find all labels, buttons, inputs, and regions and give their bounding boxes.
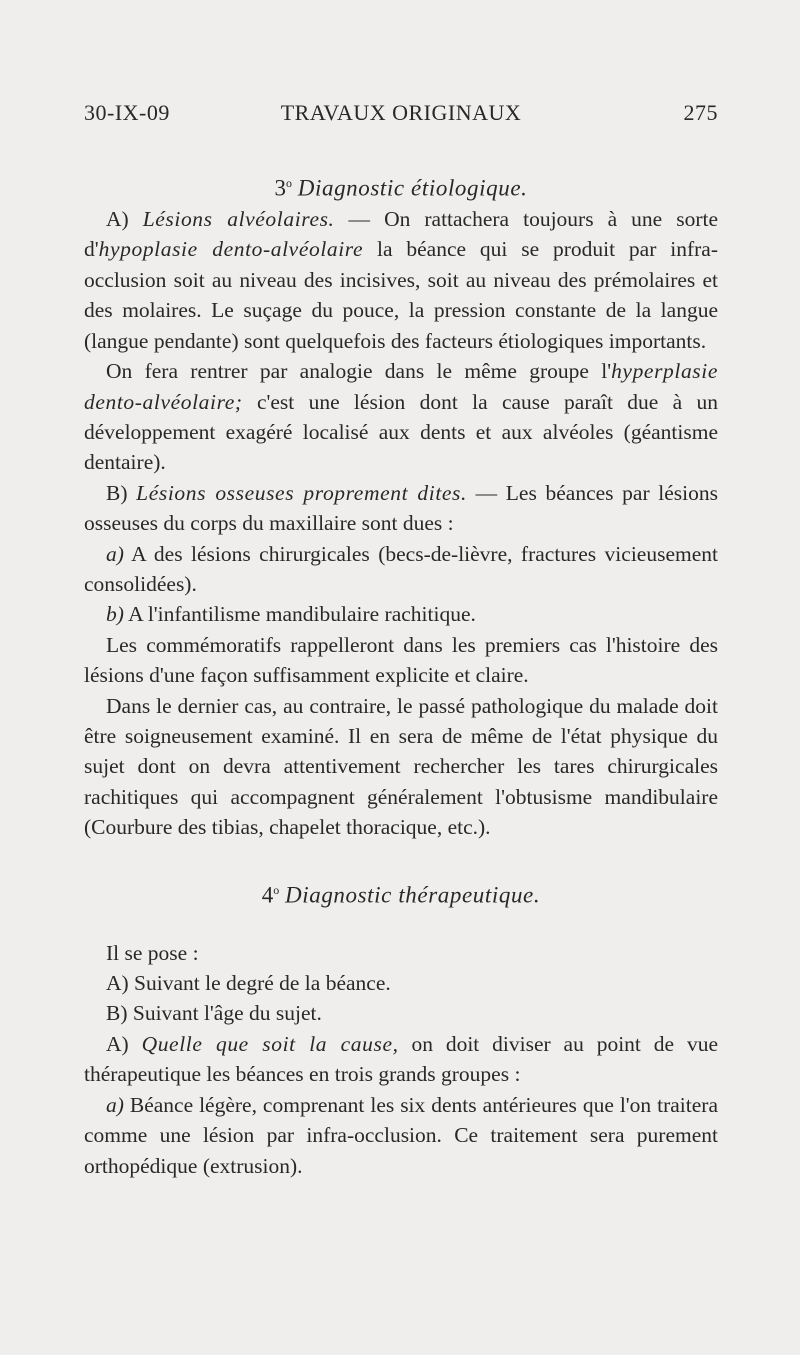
section-heading-3 bbox=[84, 168, 718, 204]
item-label: a) bbox=[106, 1092, 124, 1117]
paragraph-text: on doit diviser au point de vue thérapeutique les béances en trois grands groupes : bbox=[84, 1031, 719, 1087]
paragraph-hyperplasie bbox=[84, 356, 718, 478]
section-number: 3 bbox=[274, 175, 287, 201]
paragraph-item-b bbox=[84, 599, 718, 629]
degree-mark: o bbox=[286, 176, 293, 190]
paragraph-quelle-que-soit bbox=[84, 1029, 718, 1090]
paragraph-text: — Les béances par lésions osseuses du corps du maxillaire sont dues : bbox=[84, 480, 718, 536]
item-label: b) bbox=[106, 602, 124, 627]
header-title: TRAVAUX ORIGINAUX bbox=[280, 100, 522, 125]
section-title: Diagnostic étiologique. bbox=[297, 175, 528, 201]
paragraph-lesions-osseuses bbox=[84, 478, 718, 539]
paragraph-text: c'est une lésion dont la cause paraît due à un développement exagéré localisé aux dents et aux alvéoles (géantisme dentaire). bbox=[84, 389, 718, 475]
paragraph-text: A l'infantilisme mandibulaire rachitique. bbox=[123, 602, 476, 627]
emphasis-text: Quelle que soit la cause, bbox=[141, 1031, 399, 1056]
degree-mark: o bbox=[273, 882, 280, 897]
paragraph-il-se-pose: Il se pose : bbox=[106, 940, 199, 965]
header-date: 30-IX-09 bbox=[84, 100, 170, 125]
paragraph-text: Béance légère, comprenant les six dents antérieures que l'on traitera comme une lésion par infra-occlusion. Ce traitement sera purement orthopédique (extrusion). bbox=[84, 1092, 718, 1178]
emphasis-text: hypoplasie dento-alvéolaire bbox=[98, 237, 364, 262]
paragraph-suivant-degre: A) Suivant le degré de la béance. bbox=[106, 971, 391, 996]
paragraph-beance-legere bbox=[84, 1090, 718, 1181]
paragraph-text: On fera rentrer par analogie dans le même groupe l' bbox=[106, 359, 612, 384]
section-heading-4 bbox=[84, 875, 718, 911]
running-header bbox=[84, 100, 718, 136]
subsection-title: Lésions alvéolaires. bbox=[142, 207, 335, 232]
paragraph-item-a bbox=[84, 539, 718, 600]
page-body bbox=[84, 168, 718, 1181]
item-label: B) bbox=[106, 480, 128, 505]
section-title: Diagnostic thérapeutique. bbox=[285, 882, 541, 908]
section-number: 4 bbox=[261, 882, 274, 908]
paragraph-text: — On rattachera toujours à une sorte d' bbox=[84, 207, 719, 262]
paragraph-text: A des lésions chirurgicales (becs-de-lièvre, fractures vicieusement consolidées). bbox=[84, 541, 718, 596]
paragraph-dernier-cas: Dans le dernier cas, au contraire, le passé pathologique du malade doit être soigneusement examiné. Il en sera de même de l'état physique du sujet dont on devra attentivement rechercher les tares chirurgicales rachitiques qui accompagnent généralement l'obtusisme mandibulaire (Courbure des tibias, chapelet thoracique, etc.). bbox=[84, 693, 718, 840]
item-label: a) bbox=[106, 541, 124, 566]
emphasis-text: hyperplasie dento-alvéolaire; bbox=[84, 359, 718, 414]
item-label: A) bbox=[106, 1031, 129, 1056]
paragraph-lesions-alveolaires bbox=[84, 204, 718, 356]
subsection-title: Lésions osseuses proprement dites. bbox=[136, 480, 467, 505]
item-label: A) bbox=[106, 207, 129, 232]
paragraph-suivant-age: B) Suivant l'âge du sujet. bbox=[106, 1001, 322, 1026]
paragraph-commemoratifs: Les commémoratifs rappelleront dans les premiers cas l'histoire des lésions d'une façon suffisamment explicite et claire. bbox=[84, 632, 718, 688]
page-number: 275 bbox=[683, 100, 718, 125]
paragraph-text: la béance qui se produit par infra-occlusion soit au niveau des incisives, soit au niveau des prémolaires et des molaires. Le suçage du pouce, la pression constante de la langue (langue pendante) sont quelquefois des facteurs étiologiques importants. bbox=[84, 237, 718, 353]
